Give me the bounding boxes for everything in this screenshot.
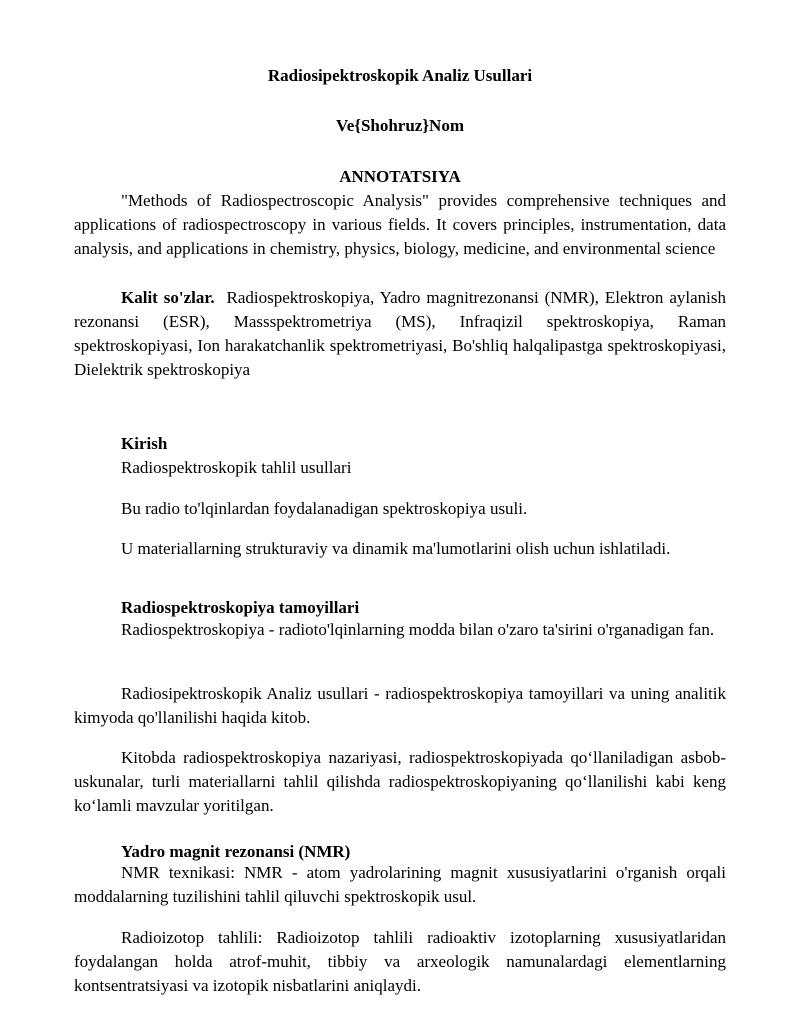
author-name: Ve{Shohruz}Nom — [335, 116, 464, 135]
keywords-text: Radiospektroskopiya, Yadro magnitrezonansi (NMR), Elektron aylanish rezonansi (ESR), Massspektrometriya (MS), Infraqizil spektroskopiya, Raman spektroskopiyasi, Ion harakatchanlik spektrometriyasi, Bo'shliq halqalipastga spektroskopiyasi, Dielektrik spektroskopiya — [74, 288, 726, 379]
annotation-heading: ANNOTATSIYA — [339, 167, 461, 186]
principles-heading: Radiospektroskopiya tamoyillari — [121, 598, 360, 617]
nmr-heading: Yadro magnit rezonansi (NMR) — [121, 842, 351, 861]
principles-paragraph-1: Radiospektroskopiya - radioto'lqinlarning modda bilan o'zaro ta'sirini o'rganadigan fan. — [121, 620, 715, 639]
nmr-paragraph-1: NMR texnikasi: NMR - atom yadrolarining magnit xususiyatlarini o'rganish orqali moddalarning tuzilishini tahlil qiluvchi spektroskopik usul. — [74, 863, 726, 906]
principles-paragraph-2: Radiosipektroskopik Analiz usullari - radiospektroskopiya tamoyillari va uning analitik kimyoda qo'llanilishi haqida kitob. — [74, 684, 726, 727]
intro-line-2: Bu radio to'lqinlardan foydalanadigan spektroskopiya usuli. — [121, 499, 528, 518]
keywords-paragraph — [74, 286, 726, 382]
intro-line-1: Radiospektroskopik tahlil usullari — [121, 458, 352, 477]
document-title: Radiosipektroskopik Analiz Usullari — [267, 66, 533, 85]
nmr-paragraph-2: Radioizotop tahlili: Radioizotop tahlili radioaktiv izotoplarning xususiyatlaridan foydalangan holda atrof-muhit, tibbiy va arxeologik namunalardagi elementlarning kontsentratsiyasi va izotopik nisbatlarini aniqlaydi. — [74, 928, 726, 995]
annotation-paragraph: "Methods of Radiospectroscopic Analysis" provides comprehensive techniques and applications of radiospectroscopy in various fields. It covers principles, instrumentation, data analysis, and applications in chemistry, physics, biology, medicine, and environmental science — [74, 191, 726, 258]
principles-paragraph-3: Kitobda radiospektroskopiya nazariyasi, radiospektroskopiyada qo‘llaniladigan asbob-uskunalar, turli materiallarni tahlil qilishda radiospektroskopiyaning qo‘llanilishi kabi keng ko‘lamli mavzular yoritilgan. — [74, 748, 726, 815]
intro-heading: Kirish — [121, 434, 168, 453]
intro-line-3: U materiallarning strukturaviy va dinamik ma'lumotlarini olish uchun ishlatiladi. — [121, 539, 671, 558]
keywords-label: Kalit so'zlar. — [121, 288, 215, 307]
